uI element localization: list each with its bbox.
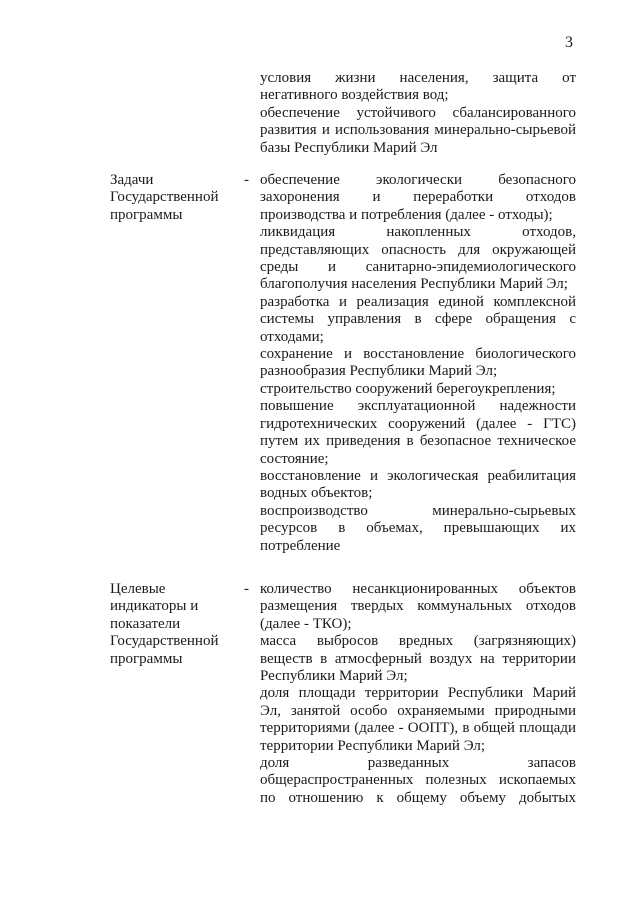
indicator-paragraph: количество несанкционированных объектов размещения твердых коммунальных отходов (далее - ТКО); xyxy=(260,581,576,632)
tasks-body xyxy=(260,172,576,555)
dash-separator: - xyxy=(244,172,249,188)
indicator-paragraph: доля площади территории Республики Марий Эл, занятой особо охраняемыми природными территориями (далее - ООПТ), в общей площади территории Республики Марий Эл; xyxy=(260,685,576,754)
label-line: Целевые xyxy=(110,581,166,597)
indicator-paragraph: масса выбросов вредных (загрязняющих) веществ в атмосферный воздух на территории Республики Марий Эл; xyxy=(260,633,576,685)
label-line: программы xyxy=(110,206,183,223)
indicators-body xyxy=(260,581,576,807)
label-line: показатели xyxy=(110,615,181,632)
task-paragraph: воспроизводство минерально-сырьевых ресурсов в объемах, превышающих их потребление xyxy=(260,502,576,554)
label-line: Задачи xyxy=(110,172,154,188)
label-line: Государственной xyxy=(110,633,219,650)
task-paragraph: разработка и реализация единой комплексной системы управления в сфере обращения с отходами; xyxy=(260,293,576,345)
tasks-label xyxy=(110,172,240,224)
continuation-paragraph: условия жизни населения, защита от негативного воздействия вод; xyxy=(260,70,576,104)
task-paragraph: строительство сооружений берегоукрепления; xyxy=(260,380,556,397)
task-paragraph: повышение эксплуатационной надежности гидротехнических сооружений (далее - ГТС) путем их приведения в безопасное техническое состояние; xyxy=(260,398,576,467)
task-paragraph: обеспечение экологически безопасного захоронения и переработки отходов производства и потребления (далее - отходы); xyxy=(260,172,576,223)
page-number: 3 xyxy=(565,34,573,51)
label-line: индикаторы и xyxy=(110,598,199,615)
continuation-block xyxy=(260,70,576,157)
continuation-paragraph: обеспечение устойчивого сбалансированного развития и использования минерально-сырьевой базы Республики Марий Эл xyxy=(260,104,576,156)
indicators-label xyxy=(110,581,240,668)
task-paragraph: восстановление и экологическая реабилитация водных объектов; xyxy=(260,467,576,502)
label-line: Государственной xyxy=(110,189,219,206)
label-line: программы xyxy=(110,650,183,667)
task-paragraph: ликвидация накопленных отходов, представляющих опасность для окружающей среды и санитарно-эпидемиологического благополучия населения Республики Марий Эл; xyxy=(260,224,576,293)
dash-separator: - xyxy=(244,581,249,597)
task-paragraph: сохранение и восстановление биологического разнообразия Республики Марий Эл; xyxy=(260,346,576,380)
indicator-paragraph: доля разведанных запасов общераспространенных полезных ископаемых по отношению к общему объему добытых xyxy=(260,755,576,806)
